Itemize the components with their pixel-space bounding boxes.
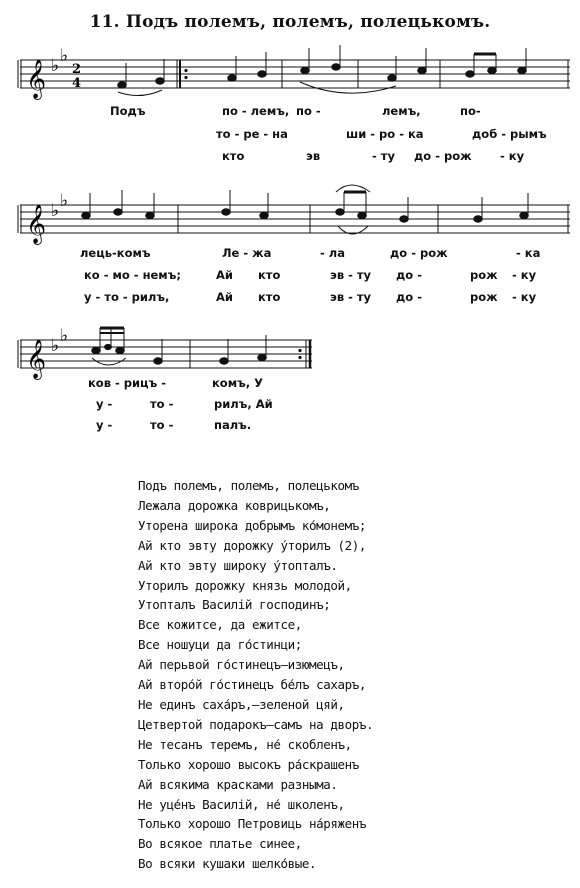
lyric: Ай	[216, 290, 233, 304]
poem-line: Только хорошо высокъ ра́скрашенъ	[138, 756, 359, 772]
poem-line: Ай второ́й го́стинецъ бе́лъ сахаръ,	[138, 677, 367, 693]
staff-3	[0, 0, 580, 440]
poem-line: Не единъ саха́ръ,—зеленой цяй,	[138, 696, 345, 712]
lyric: до - рож	[414, 149, 472, 163]
poem-line: Во всякое платье синее,	[138, 836, 302, 852]
lyric: до - рож	[390, 246, 448, 260]
lyric: то -	[150, 418, 174, 432]
lyric: рож	[470, 290, 498, 304]
poem-line: Все ношуци да го́стинци;	[138, 637, 302, 653]
lyric: по-	[460, 104, 481, 118]
lyric: у -	[96, 397, 113, 411]
lyric: по -	[296, 104, 321, 118]
lyric: - ку	[512, 290, 537, 304]
lyric: то - ре - на	[216, 127, 288, 141]
poem-line: Ай перьвой го́стинецъ—изюмецъ,	[138, 657, 345, 673]
lyric: ков - рицъ -	[88, 376, 166, 390]
lyric: палъ.	[214, 418, 252, 432]
flat-icon: ♭	[51, 201, 60, 221]
lyric: то -	[150, 397, 174, 411]
lyric: комъ, У	[212, 376, 263, 390]
time-signature-bottom: 4	[72, 76, 82, 91]
lyric: до -	[396, 268, 422, 282]
treble-clef-icon: 𝄞	[26, 339, 47, 379]
lyric: эв - ту	[330, 290, 372, 304]
poem-line: Не тесанъ теремъ, не́ скобленъ,	[138, 736, 352, 752]
lyric: у -	[96, 418, 113, 432]
lyric: лемъ,	[382, 104, 421, 118]
lyric: Ле - жа	[222, 246, 272, 260]
lyric: Ай	[216, 268, 233, 282]
note	[220, 358, 229, 364]
lyric: эв	[306, 149, 321, 163]
poem-text	[138, 476, 568, 874]
lyric: ши - ро - ка	[346, 127, 424, 141]
lyric: лець-комъ	[80, 246, 151, 260]
poem-line: Утопталъ Василій господинъ;	[138, 597, 331, 613]
lyric: - ку	[512, 268, 537, 282]
poem-line: Лежала дорожка коврицькомъ,	[138, 497, 331, 513]
poem-line: Только хорошо Петровиць на́ряженъ	[138, 816, 367, 832]
lyric: - ку	[500, 149, 525, 163]
poem-line: Ай всякима красками разныма.	[138, 776, 338, 792]
flat-icon: ♭	[60, 191, 69, 211]
treble-clef-icon: 𝄞	[26, 59, 47, 99]
poem-line: Подъ полемъ, полемъ, полецькомъ	[138, 478, 359, 493]
lyric: - ту	[372, 149, 395, 163]
lyric: до -	[396, 290, 422, 304]
time-signature-top: 2	[72, 62, 82, 77]
note	[92, 347, 101, 353]
poem-line: Уторена широка добрымъ ко́монемъ;	[138, 517, 367, 533]
poem-line: Все кожитсе, да ежитсе,	[138, 617, 302, 633]
lyric: кто	[222, 149, 245, 163]
lyric: у - то - рилъ,	[84, 290, 170, 304]
poem-line: Во всяки кушаки шелко́вые.	[138, 856, 317, 872]
lyric: рож	[470, 268, 498, 282]
lyric: - ка	[516, 246, 541, 260]
treble-clef-icon: 𝄞	[26, 204, 47, 244]
flat-icon: ♭	[51, 336, 60, 356]
lyric: доб - рымъ	[472, 127, 547, 141]
lyric: кто	[258, 290, 281, 304]
lyric: ко - мо - немъ;	[84, 268, 181, 282]
flat-icon: ♭	[60, 46, 69, 66]
note	[116, 347, 125, 353]
flat-icon: ♭	[51, 56, 60, 76]
poem-line: Не уце́нъ Василій, не́ школенъ,	[138, 796, 345, 812]
lyric: - ла	[320, 246, 345, 260]
note	[105, 344, 112, 349]
poem-line: Ай кто эвту широку у́топталъ.	[138, 557, 338, 573]
song-title: 11. Подъ полемъ, полемъ, полецькомъ.	[89, 12, 491, 32]
lyric: кто	[258, 268, 281, 282]
poem-line: Ай кто эвту дорожку у́торилъ (2),	[138, 537, 367, 553]
poem-line: Цетвертой подарокъ—самъ на дворъ.	[138, 716, 374, 732]
lyric: Подъ	[110, 104, 146, 118]
lyric: по - лемъ,	[222, 104, 290, 118]
lyric: эв - ту	[330, 268, 372, 282]
lyric: рилъ, Ай	[214, 397, 273, 411]
poem-line: Уторилъ дорожку князь молодой,	[138, 577, 352, 593]
flat-icon: ♭	[60, 326, 69, 346]
note	[258, 354, 267, 360]
note	[154, 358, 163, 364]
